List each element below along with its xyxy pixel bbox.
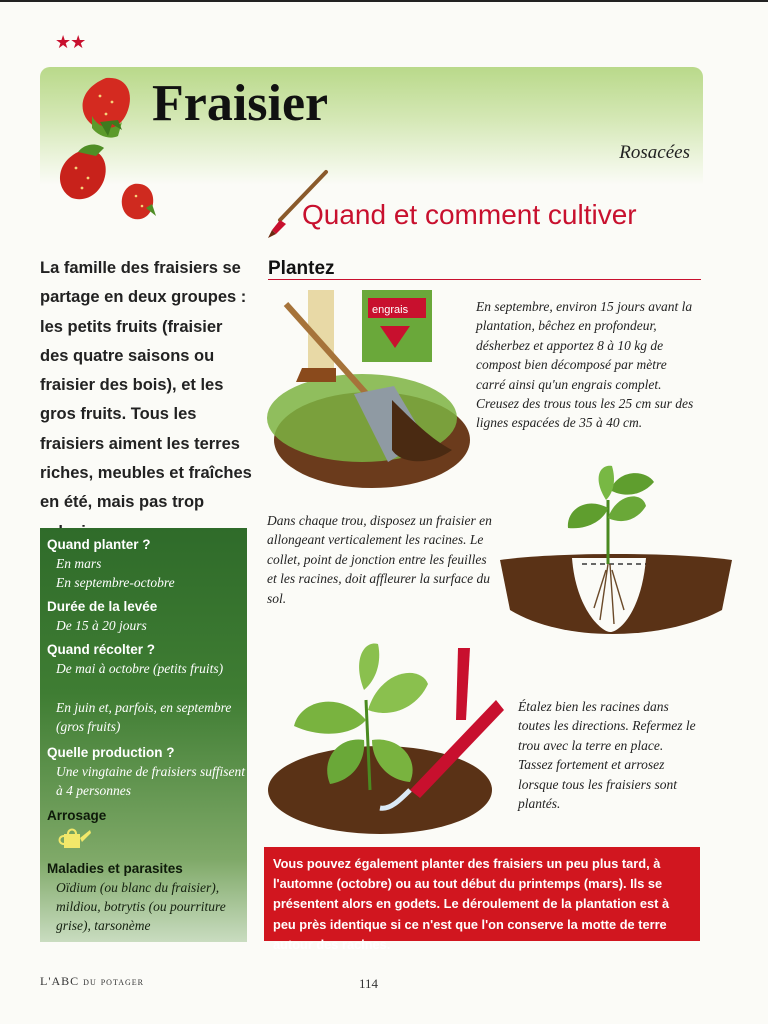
page-title: Fraisier [152, 75, 329, 132]
info-levee-heading: Durée de la levée [47, 599, 158, 614]
info-levee-value: De 15 à 20 jours [56, 618, 147, 633]
strawberry-icon [122, 184, 156, 219]
strawberries-illustration [48, 70, 168, 230]
info-production-value: Une vingtaine de fraisiers suffisent à 4 personnes [56, 764, 245, 798]
step1-text: En septembre, environ 15 jours avant la plantation, bêchez en profondeur, désherbez et apportez 8 à 10 kg de compost bien décomposé par mètre carré ainsi qu'un engrais complet. Creusez des trous tous les 25 cm sur des lignes espacées de 35 à 40 cm. [476, 299, 694, 431]
fertilizer-bag-label: engrais [372, 304, 409, 316]
scan-edge [0, 0, 768, 2]
strawberry-icon [60, 145, 106, 200]
footer-book-title: L'ABC du potager [40, 974, 144, 988]
info-recolter-value-1: De mai à octobre (petits fruits) [56, 661, 224, 676]
watering-can-icon [56, 826, 92, 852]
strawberry-icon [83, 78, 130, 138]
info-planter-value-1: En mars [56, 556, 102, 571]
page-number: 114 [359, 976, 379, 991]
note-box: Vous pouvez également planter des fraisiers un peu plus tard, à l'automne (octobre) ou au tout début du printemps (mars). Ils se présentent alors en godets. Le déroulement de la plantation est à peu près identique si ce n'est que l'on conserve la motte de terre autour des racines. [264, 847, 700, 941]
planting-hole-illustration [496, 460, 736, 650]
difficulty-stars: ★★ [55, 32, 86, 52]
info-recolter-value-2: En juin et, parfois, en septembre (gros fruits) [56, 700, 232, 734]
digging-illustration [262, 290, 472, 495]
section-title: Quand et comment cultiver [302, 199, 637, 230]
plantez-rule [268, 279, 701, 280]
step2-text: Dans chaque trou, disposez un fraisier en allongeant verticalement les racines. Le collet, point de jonction entre les feuilles et les racines, doit affleurer la surface du sol. [267, 513, 492, 606]
info-production-heading: Quelle production ? [47, 745, 175, 760]
intro-text: La famille des fraisiers se partage en deux groupes : les petits fruits (fraisier des quatre saisons ou fraisier des bois), et les gros fruits. Tous les fraisiers aiment les terres riches, meubles et fraîches en été, mais pas trop [40, 259, 252, 512]
info-arrosage-heading: Arrosage [47, 808, 107, 823]
watering-plant-illustration [260, 640, 510, 840]
plant-family: Rosacées [619, 142, 690, 163]
plantez-heading: Plantez [268, 258, 335, 279]
step3-text: Étalez bien les racines dans toutes les directions. Refermez le trou avec la terre en place. Tassez fortement et arrosez lorsque tous les fraisiers sont plantés. [518, 699, 696, 812]
info-maladies-value: Oïdium (ou blanc du fraisier), mildiou, botrytis (ou pourriture grise), tarsonème [56, 880, 226, 933]
info-planter-heading: Quand planter ? [47, 537, 151, 552]
info-recolter-heading: Quand récolter ? [47, 642, 156, 657]
info-planter-value-2: En septembre-octobre [56, 575, 175, 590]
info-maladies-heading: Maladies et parasites [47, 861, 183, 876]
